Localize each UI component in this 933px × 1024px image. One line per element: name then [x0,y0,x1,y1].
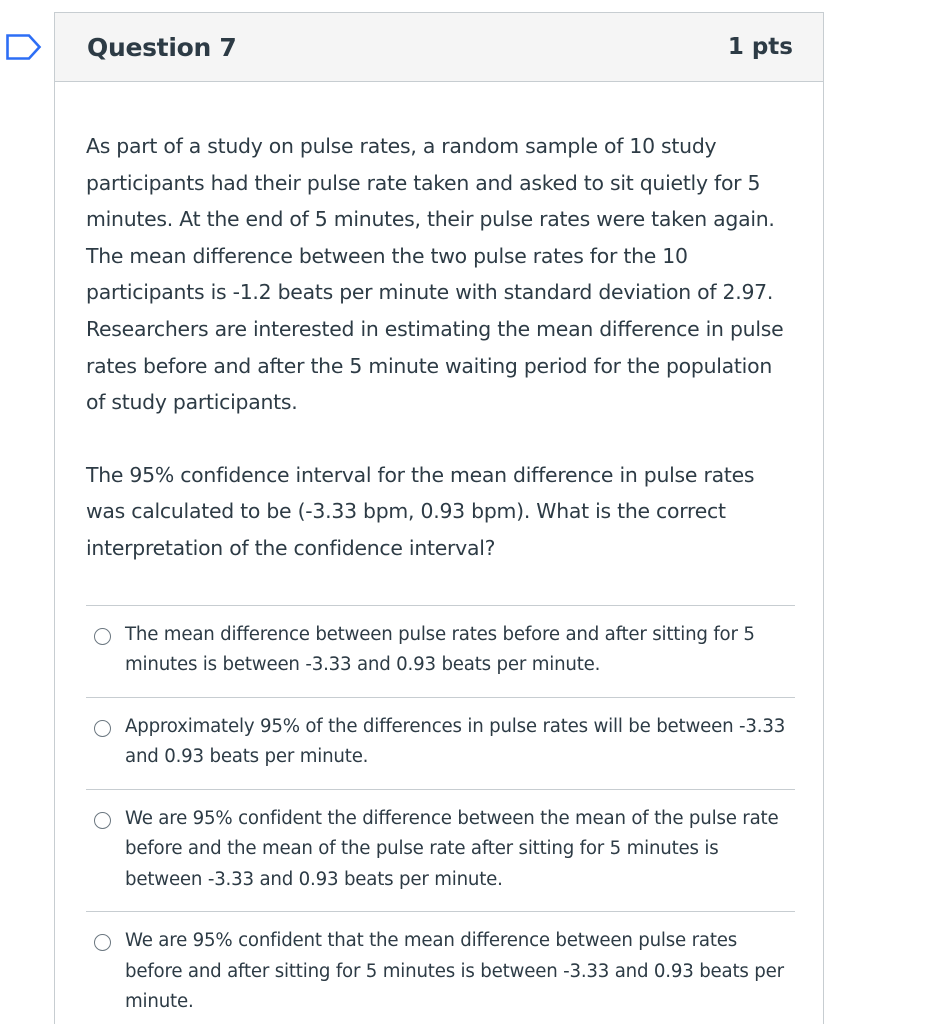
answer-option[interactable] [86,606,795,698]
answer-label[interactable]: We are 95% confident the difference between the mean of the pulse rate before and the mean of the pulse rate after sitting for 5 minutes is between -3.33 and 0.93 beats per minute. [125,807,779,890]
question-title: Question 7 [87,32,237,62]
question-header [55,13,823,82]
radio-button[interactable] [94,720,111,737]
radio-button[interactable] [94,934,111,951]
question-paragraph: The 95% confidence interval for the mean difference in pulse rates was calculated to be (-3.33 bpm, 0.93 bpm). What is the correct interpretation of the confidence interval? [86,462,755,560]
question-card [54,12,824,1024]
answer-label[interactable]: We are 95% confident that the mean difference between pulse rates before and after sitting for 5 minutes is between -3.33 and 0.93 beats per minute. [125,930,784,1013]
radio-button[interactable] [94,628,111,645]
answer-option[interactable] [86,912,795,1024]
answer-label[interactable]: Approximately 95% of the differences in pulse rates will be between -3.33 and 0.93 beats per minute. [125,715,786,768]
question-points: 1 pts [727,34,793,60]
question-body [55,82,823,1024]
flag-question-icon[interactable] [6,34,42,60]
answer-label[interactable]: The mean difference between pulse rates before and after sitting for 5 minutes is between -3.33 and 0.93 beats per minute. [125,623,755,676]
answer-option[interactable] [86,790,795,913]
question-text [86,128,793,567]
answer-option[interactable] [86,698,795,790]
radio-button[interactable] [94,812,111,829]
question-paragraph: As part of a study on pulse rates, a random sample of 10 study participants had their pulse rate taken and asked to sit quietly for 5 minutes. At the end of 5 minutes, their pulse rates were taken again. The mean difference between the two pulse rates for the 10 participants is -1.2 beats per minute with standard deviation of 2.97. Researchers are interested in estimating the mean difference in pulse rates before and after the 5 minute waiting period for the population of study participants. [86,134,784,415]
answer-list [86,605,795,1024]
